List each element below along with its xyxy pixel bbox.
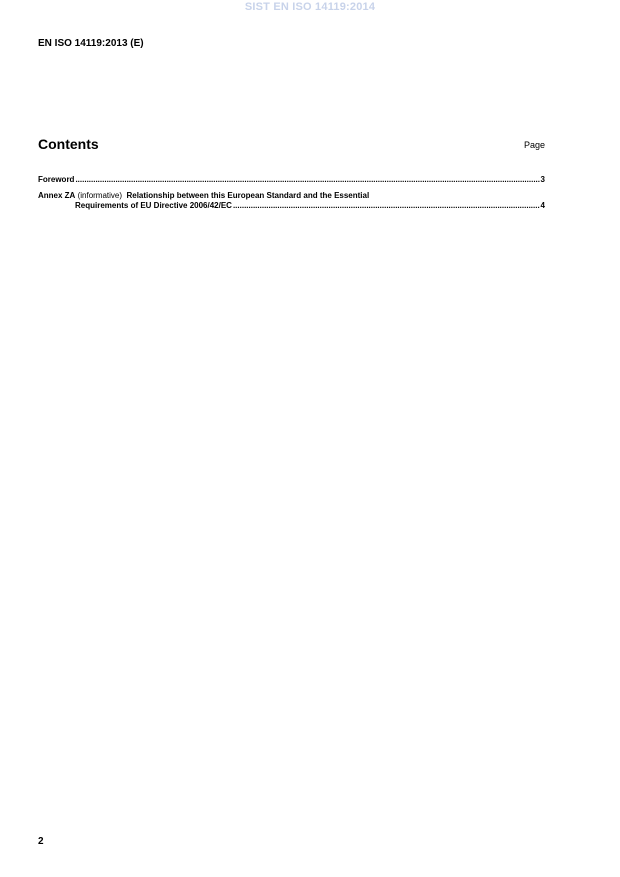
- annex-title-line1: Relationship between this European Standard and the Essential: [126, 191, 370, 200]
- toc-entry-title[interactable]: [38, 191, 369, 201]
- document-identifier: EN ISO 14119:2013 (E): [38, 38, 144, 49]
- toc-entry-page: 3: [540, 175, 545, 184]
- toc-entry-annex-za[interactable]: [38, 191, 545, 211]
- page-column-label: Page: [523, 140, 545, 150]
- table-of-contents: [38, 175, 545, 211]
- annex-type: (informative): [77, 191, 123, 200]
- toc-entry-foreword[interactable]: [38, 175, 545, 185]
- dot-leader: [75, 175, 539, 185]
- contents-heading: Contents: [38, 136, 99, 152]
- toc-entry-label[interactable]: Foreword: [38, 175, 75, 184]
- watermark: SIST EN ISO 14119:2014: [244, 1, 376, 13]
- annex-title-line2[interactable]: Requirements of EU Directive 2006/42/EC: [75, 201, 232, 210]
- annex-prefix: Annex ZA: [38, 191, 76, 200]
- dot-leader: [233, 201, 540, 211]
- toc-entry-page: 4: [540, 201, 545, 210]
- page-number: 2: [38, 836, 44, 847]
